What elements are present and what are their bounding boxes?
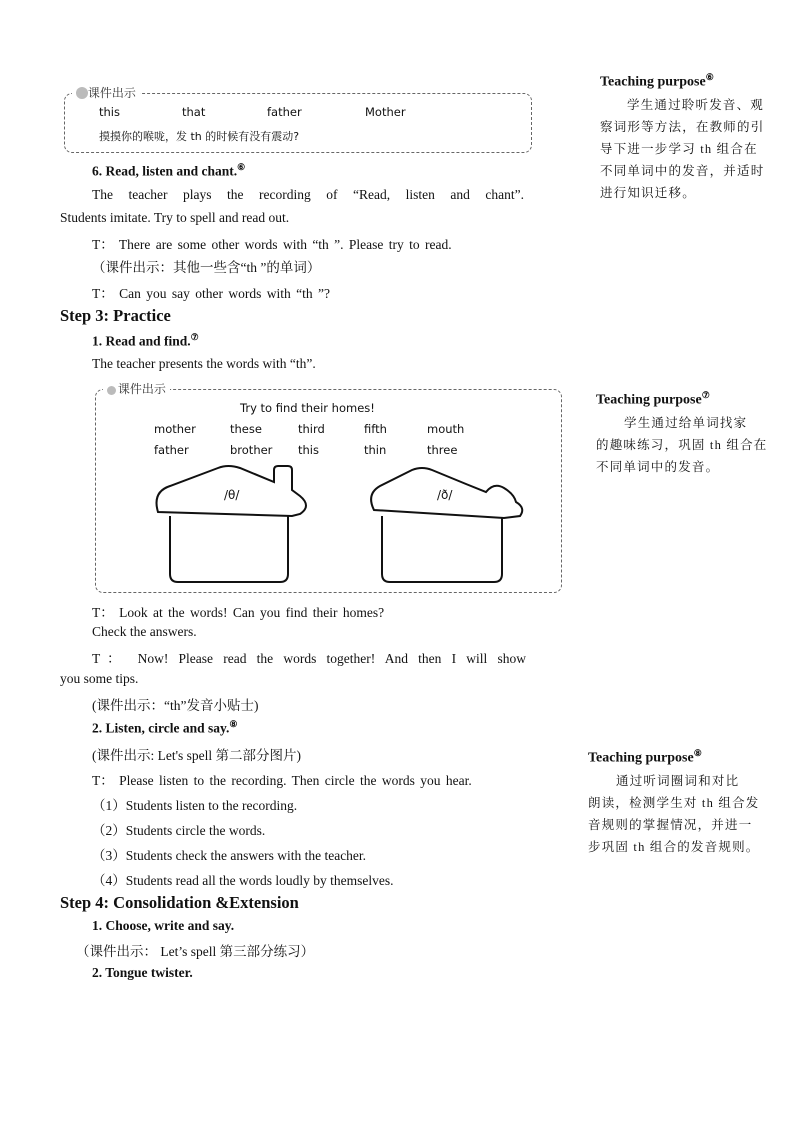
side-note-8-line: 步巩固 th 组合的发音规则。 (588, 840, 760, 854)
box2-word: three (427, 443, 458, 457)
step3-check-answers: Check the answers. (92, 624, 197, 639)
bullet-icon (107, 386, 116, 395)
box2-word: thin (364, 443, 387, 457)
list-item: （4）Students read all the words loudly by themselves. (92, 873, 394, 888)
box1-word: that (182, 105, 206, 119)
side-note-6-line: 察词形等方法，在教师的引 (600, 120, 765, 134)
step-3-heading: Step 3: Practice (60, 306, 171, 325)
step3-teacher-line-1: T： Look at the words! Can you find their homes? (92, 605, 385, 620)
box2-word: these (230, 422, 262, 436)
slide-box-1 (64, 93, 532, 153)
side-note-8-line: 音规则的掌握情况，并进一 (588, 818, 753, 832)
footnote-marker: ⑧ (693, 748, 702, 758)
step3-teacher-line-3: T： Please listen to the recording. Then circle the words you hear. (92, 773, 472, 788)
side-note-6-line: 不同单词中的发音，并适时 (600, 164, 765, 178)
list-item: （2）Students circle the words. (92, 823, 266, 838)
house-1-label: /θ/ (224, 488, 240, 502)
s6-teacher-line-1: T： There are some other words with “th ”. Please try to read. (92, 237, 452, 252)
box1-word: father (267, 105, 302, 119)
box2-word: this (298, 443, 319, 457)
side-note-7-line: 的趣味练习，巩固 th 组合在 (596, 438, 768, 452)
step3-show-tips: (课件出示：“th”发音小贴士) (92, 698, 259, 713)
section-6-heading: 6. Read, listen and chant.⑥ (92, 162, 246, 179)
side-note-8-line: 通过听词圈词和对比 (616, 774, 740, 788)
box1-question: 摸摸你的喉咙，发 th 的时候有没有震动? (99, 130, 300, 143)
s6-paragraph-line-2: Students imitate. Try to spell and read out. (60, 210, 290, 225)
list-item: （3）Students check the answers with the teacher. (92, 848, 367, 863)
step4-s2: 2. Tongue twister. (92, 965, 193, 980)
box1-word: Mother (365, 105, 406, 119)
house-theta (157, 466, 307, 582)
step4-show: （课件出示： Let’s spell 第三部分练习） (76, 944, 315, 959)
box2-title: Try to find their homes! (240, 401, 375, 415)
step3-teacher-line-2: T： Now! Please read the words together! And then I will show (92, 651, 526, 666)
s6-show-note: （课件出示：其他一些含“th ”的单词） (92, 260, 321, 275)
box2-word: father (154, 443, 189, 457)
slide-label-1: 课件出示 (72, 84, 140, 101)
side-note-6-line: 导下进一步学习 th 组合在 (600, 142, 758, 156)
side-note-8-line: 朗读，检测学生对 th 组合发 (588, 796, 760, 810)
list-item: （1）Students listen to the recording. (92, 798, 298, 813)
step4-s1: 1. Choose, write and say. (92, 918, 235, 933)
slide-label-2: 课件出示 (103, 380, 170, 397)
footnote-marker: ⑧ (229, 719, 238, 729)
side-note-8-title: Teaching purpose⑧ (588, 748, 702, 766)
box2-word: brother (230, 443, 273, 457)
side-note-7-line: 不同单词中的发音。 (596, 460, 720, 474)
step3-teacher-line-2b: you some tips. (60, 671, 139, 686)
footnote-marker: ⑥ (237, 162, 246, 172)
step3-s2-show: (课件出示: Let's spell 第二部分图片) (92, 748, 302, 763)
box1-word: this (99, 105, 120, 119)
step3-s2-heading: 2. Listen, circle and say.⑧ (92, 719, 238, 736)
step3-s1-text: The teacher presents the words with “th”. (92, 356, 316, 371)
box2-word: third (298, 422, 325, 436)
s6-paragraph-line-1: The teacher plays the recording of “Read, listen and chant”. (92, 187, 524, 202)
footnote-marker: ⑦ (190, 332, 199, 342)
step-4-heading: Step 4: Consolidation &Extension (60, 893, 299, 912)
house-illustrations (150, 462, 530, 587)
step3-s1-heading: 1. Read and find.⑦ (92, 332, 199, 349)
bullet-icon (76, 87, 88, 99)
side-note-6-title: Teaching purpose⑥ (600, 72, 714, 90)
side-note-7-title: Teaching purpose⑦ (596, 390, 710, 408)
side-note-7-line: 学生通过给单词找家 (624, 416, 748, 430)
side-note-6-line: 进行知识迁移。 (600, 186, 696, 200)
box2-word: fifth (364, 422, 387, 436)
house-eth (371, 468, 522, 582)
side-note-6-line: 学生通过聆听发音、观 (627, 98, 765, 112)
house-2-label: /ð/ (437, 488, 453, 502)
s6-teacher-line-2: T： Can you say other words with “th ”? (92, 286, 330, 301)
box2-word: mouth (427, 422, 465, 436)
footnote-marker: ⑥ (705, 72, 714, 82)
footnote-marker: ⑦ (701, 390, 710, 400)
box2-word: mother (154, 422, 196, 436)
